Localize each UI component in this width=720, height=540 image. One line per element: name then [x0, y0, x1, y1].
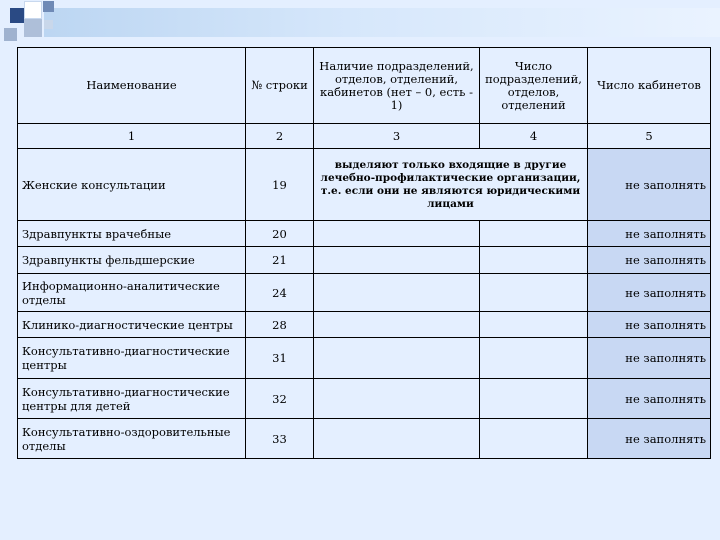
row-name: Здравпункты фельдшерские: [18, 247, 246, 274]
row-line-number: 32: [246, 379, 314, 419]
row-line-number: 20: [246, 221, 314, 247]
decor-square: [24, 19, 42, 37]
row-name: Консультативно-диагностические центры для детей: [18, 379, 246, 419]
decor-square: [43, 1, 54, 12]
row-col4-cell[interactable]: [480, 312, 588, 338]
header-count-rooms: Число кабинетов: [588, 48, 711, 124]
decor-square: [10, 8, 25, 23]
row-col3-cell[interactable]: [314, 338, 480, 379]
row-line-number: 19: [246, 149, 314, 221]
row-col5-note: не заполнять: [588, 312, 711, 338]
table-row: [18, 221, 711, 247]
row-line-number: 31: [246, 338, 314, 379]
row-col3-cell[interactable]: [314, 247, 480, 274]
row-name: Здравпункты врачебные: [18, 221, 246, 247]
header-count-units: Число подразделений, отделов, отделений: [480, 48, 588, 124]
table-row: [18, 312, 711, 338]
column-number-row: [18, 124, 711, 149]
row-col3-cell[interactable]: [314, 379, 480, 419]
decor-square: [24, 1, 42, 19]
header-line-number: № строки: [246, 48, 314, 124]
header-presence: Наличие подразделений, отделов, отделений, кабинетов (нет – 0, есть - 1): [314, 48, 480, 124]
row-col5-note: не заполнять: [588, 247, 711, 274]
row-line-number: 28: [246, 312, 314, 338]
row-col5-note: не заполнять: [588, 221, 711, 247]
column-number: 4: [480, 124, 588, 149]
row-name: Консультативно-диагностические центры: [18, 338, 246, 379]
row-col5-note: не заполнять: [588, 274, 711, 312]
row-col4-cell[interactable]: [480, 379, 588, 419]
table-row: [18, 419, 711, 459]
report-form-table: [17, 47, 711, 459]
header-name: Наименование: [18, 48, 246, 124]
row-col4-cell[interactable]: [480, 221, 588, 247]
table-row: [18, 274, 711, 312]
row-col3-cell[interactable]: [314, 274, 480, 312]
row-col4-cell[interactable]: [480, 338, 588, 379]
instruction-note: выделяют только входящие в другие лечебно-профилактические организации, т.е. если они не являются юридическими лицами: [314, 149, 588, 221]
row-col4-cell[interactable]: [480, 274, 588, 312]
row-col3-cell[interactable]: [314, 221, 480, 247]
row-name: Информационно-аналитические отделы: [18, 274, 246, 312]
row-name: Консультативно-оздоровительные отделы: [18, 419, 246, 459]
row-line-number: 21: [246, 247, 314, 274]
row-line-number: 24: [246, 274, 314, 312]
decor-square: [44, 20, 53, 29]
row-col3-cell[interactable]: [314, 312, 480, 338]
row-col4-cell[interactable]: [480, 247, 588, 274]
row-line-number: 33: [246, 419, 314, 459]
title-bar-decoration: [44, 8, 720, 37]
header-row: [18, 48, 711, 124]
row-col3-cell[interactable]: [314, 419, 480, 459]
row-name: Клинико-диагностические центры: [18, 312, 246, 338]
table-row: [18, 247, 711, 274]
row-col5-note: не заполнять: [588, 149, 711, 221]
row-col5-note: не заполнять: [588, 379, 711, 419]
table-row: [18, 379, 711, 419]
column-number: 2: [246, 124, 314, 149]
row-col5-note: не заполнять: [588, 338, 711, 379]
column-number: 3: [314, 124, 480, 149]
column-number: 5: [588, 124, 711, 149]
row-col5-note: не заполнять: [588, 419, 711, 459]
row-name: Женские консультации: [18, 149, 246, 221]
row-col4-cell[interactable]: [480, 419, 588, 459]
table-row: [18, 338, 711, 379]
column-number: 1: [18, 124, 246, 149]
decor-square: [4, 28, 17, 41]
table-row: [18, 149, 711, 221]
